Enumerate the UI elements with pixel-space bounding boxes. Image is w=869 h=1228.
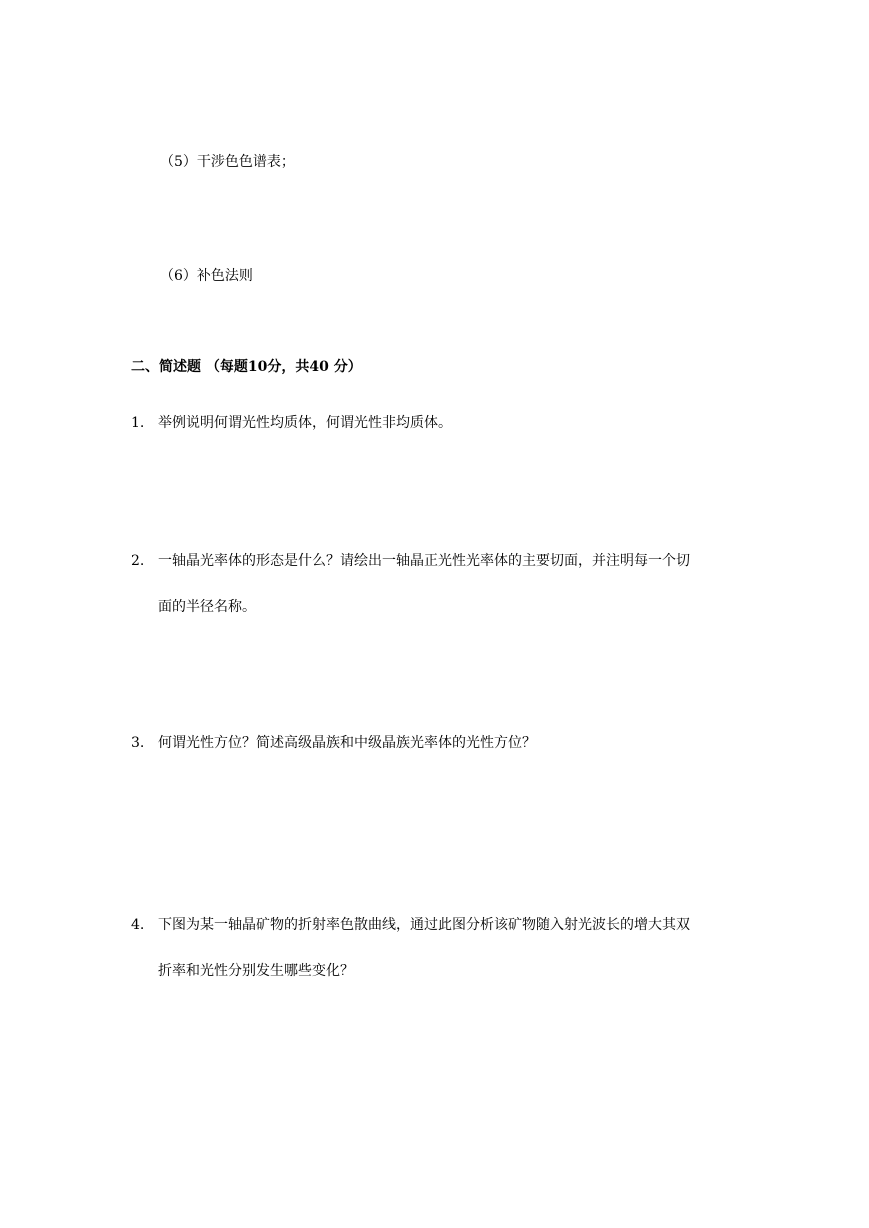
question-text: 何谓光性方位？简述高级晶族和中级晶族光率体的光性方位？	[158, 735, 536, 751]
item-complementary-color-rule: （6）补色法则	[160, 268, 253, 284]
question-text-continued: 折率和光性分别发生哪些变化？	[158, 963, 354, 979]
item-interference-color-chart: （5）干涉色色谱表；	[160, 154, 295, 170]
question-text: 下图为某一轴晶矿物的折射率色散曲线，通过此图分析该矿物随入射光波长的增大其双	[158, 917, 690, 933]
question-number: 3.	[131, 735, 145, 751]
question-text: 一轴晶光率体的形态是什么？请绘出一轴晶正光性光率体的主要切面，并注明每一个切	[158, 553, 690, 569]
section-heading: 二、简述题 （每题10分，共40 分）	[131, 359, 362, 375]
question-number: 1.	[131, 415, 145, 431]
question-text-continued: 面的半径名称。	[158, 599, 256, 615]
question-number: 4.	[131, 917, 145, 933]
question-number: 2.	[131, 553, 145, 569]
question-text: 举例说明何谓光性均质体，何谓光性非均质体。	[158, 415, 452, 431]
